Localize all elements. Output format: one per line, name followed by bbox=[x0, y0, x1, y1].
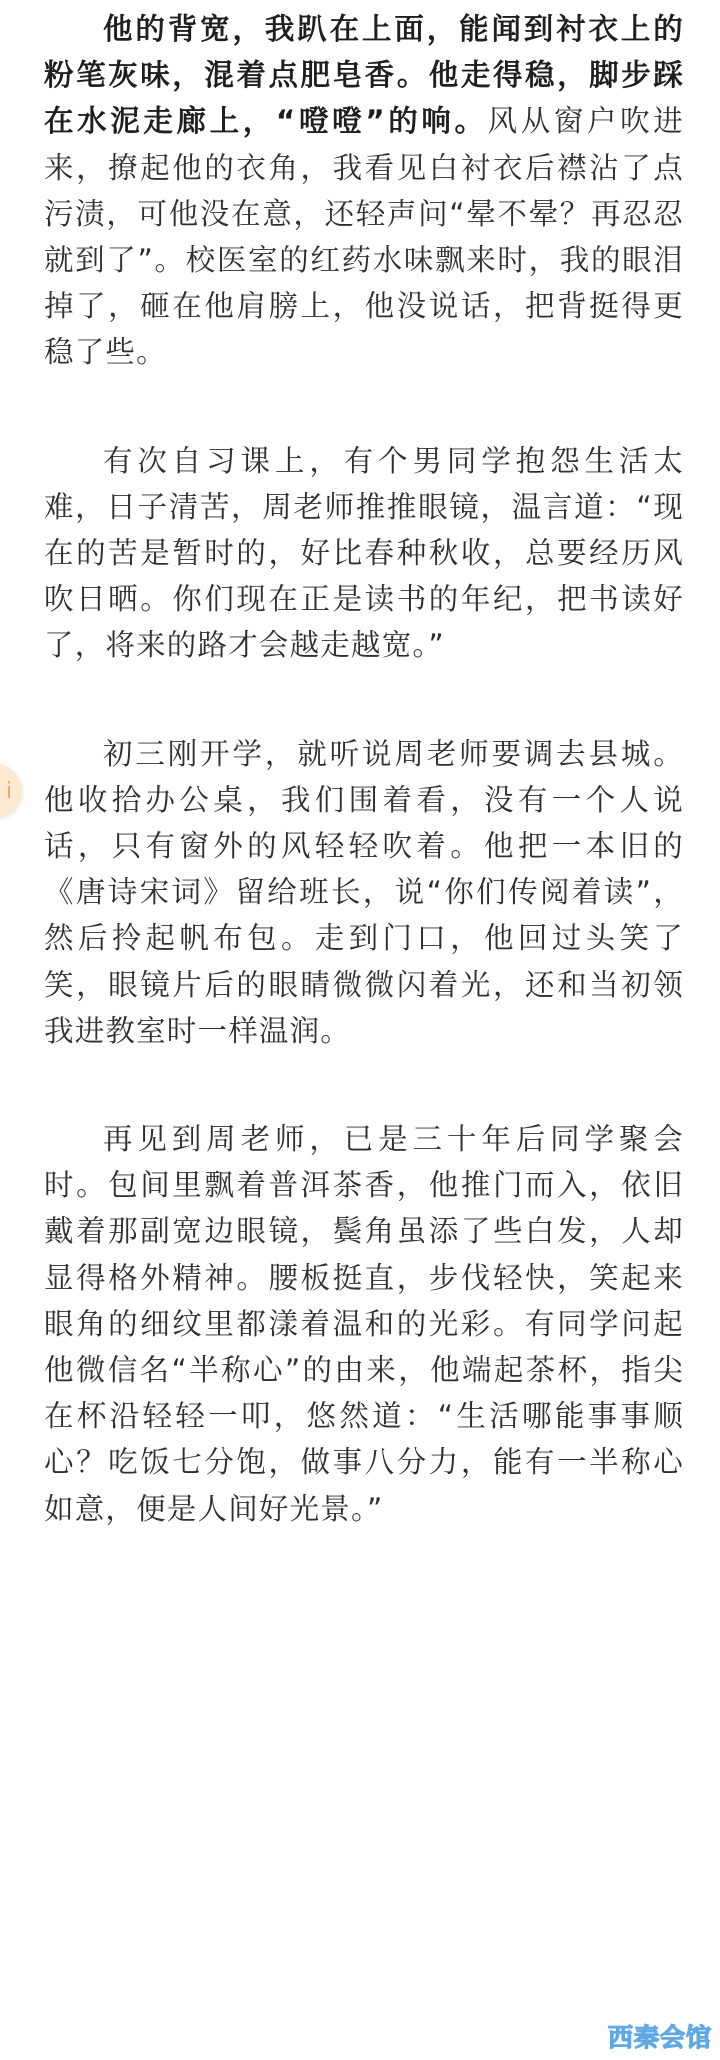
floating-side-button[interactable] bbox=[0, 764, 22, 818]
paragraph-1 bbox=[44, 6, 684, 376]
paragraph-4 bbox=[44, 1116, 684, 1532]
article-body bbox=[44, 6, 684, 1594]
paragraph-3 bbox=[44, 731, 684, 1054]
paragraph-4-text: 再见到周老师，已是三十年后同学聚会时。包间里飘着普洱茶香，他推门而入，依旧戴着那副宽边眼镜，鬓角虽添了些白发，人却显得格外精神。腰板挺直，步伐轻快，笑起来眼角的细纹里都漾着温和的光彩。有同学问起他微信名“半称心”的由来，他端起茶杯，指尖在杯沿轻轻一叩，悠然道：“生活哪能事事顺心？吃饭七分饱，做事八分力，能有一半称心如意，便是人间好光景。” bbox=[44, 1122, 684, 1526]
paragraph-2-text: 有次自习课上，有个男同学抱怨生活太难，日子清苦，周老师推推眼镜，温言道：“现在的苦是暂时的，好比春种秋收，总要经历风吹日晒。你们现在正是读书的年纪，把书读好了，将来的路才会越走越宽。” bbox=[44, 443, 684, 663]
partial-badge-icon: і bbox=[5, 778, 13, 804]
paragraph-3-text: 初三刚开学，就听说周老师要调去县城。他收拾办公桌，我们围着看，没有一个人说话，只有窗外的风轻轻吹着。他把一本旧的《唐诗宋词》留给班长，说“你们传阅着读”，然后拎起帆布包。走到门口，他回过头笑了笑，眼镜片后的眼睛微微闪着光，还和当初领我进教室时一样温润。 bbox=[44, 736, 684, 1048]
paragraph-2 bbox=[44, 438, 684, 669]
paragraph-1-bold: 他的背宽，我趴在上面，能闻到衬衣上的粉笔灰味，混着点肥皂香。他走得稳，脚步踩在水泥走廊上，“噔噔”的响。 bbox=[44, 12, 684, 139]
watermark-logo: 西秦会馆 bbox=[607, 2023, 712, 2052]
paragraph-1-text: 风从窗户吹进来，撩起他的衣角，我看见白衬衣后襟沾了点污渍，可他没在意，还轻声问“晕不晕？再忍忍就到了”。校医室的红药水味飘来时，我的眼泪掉了，砸在他肩膀上，他没说话，把背挺得更稳了些。 bbox=[44, 104, 685, 370]
